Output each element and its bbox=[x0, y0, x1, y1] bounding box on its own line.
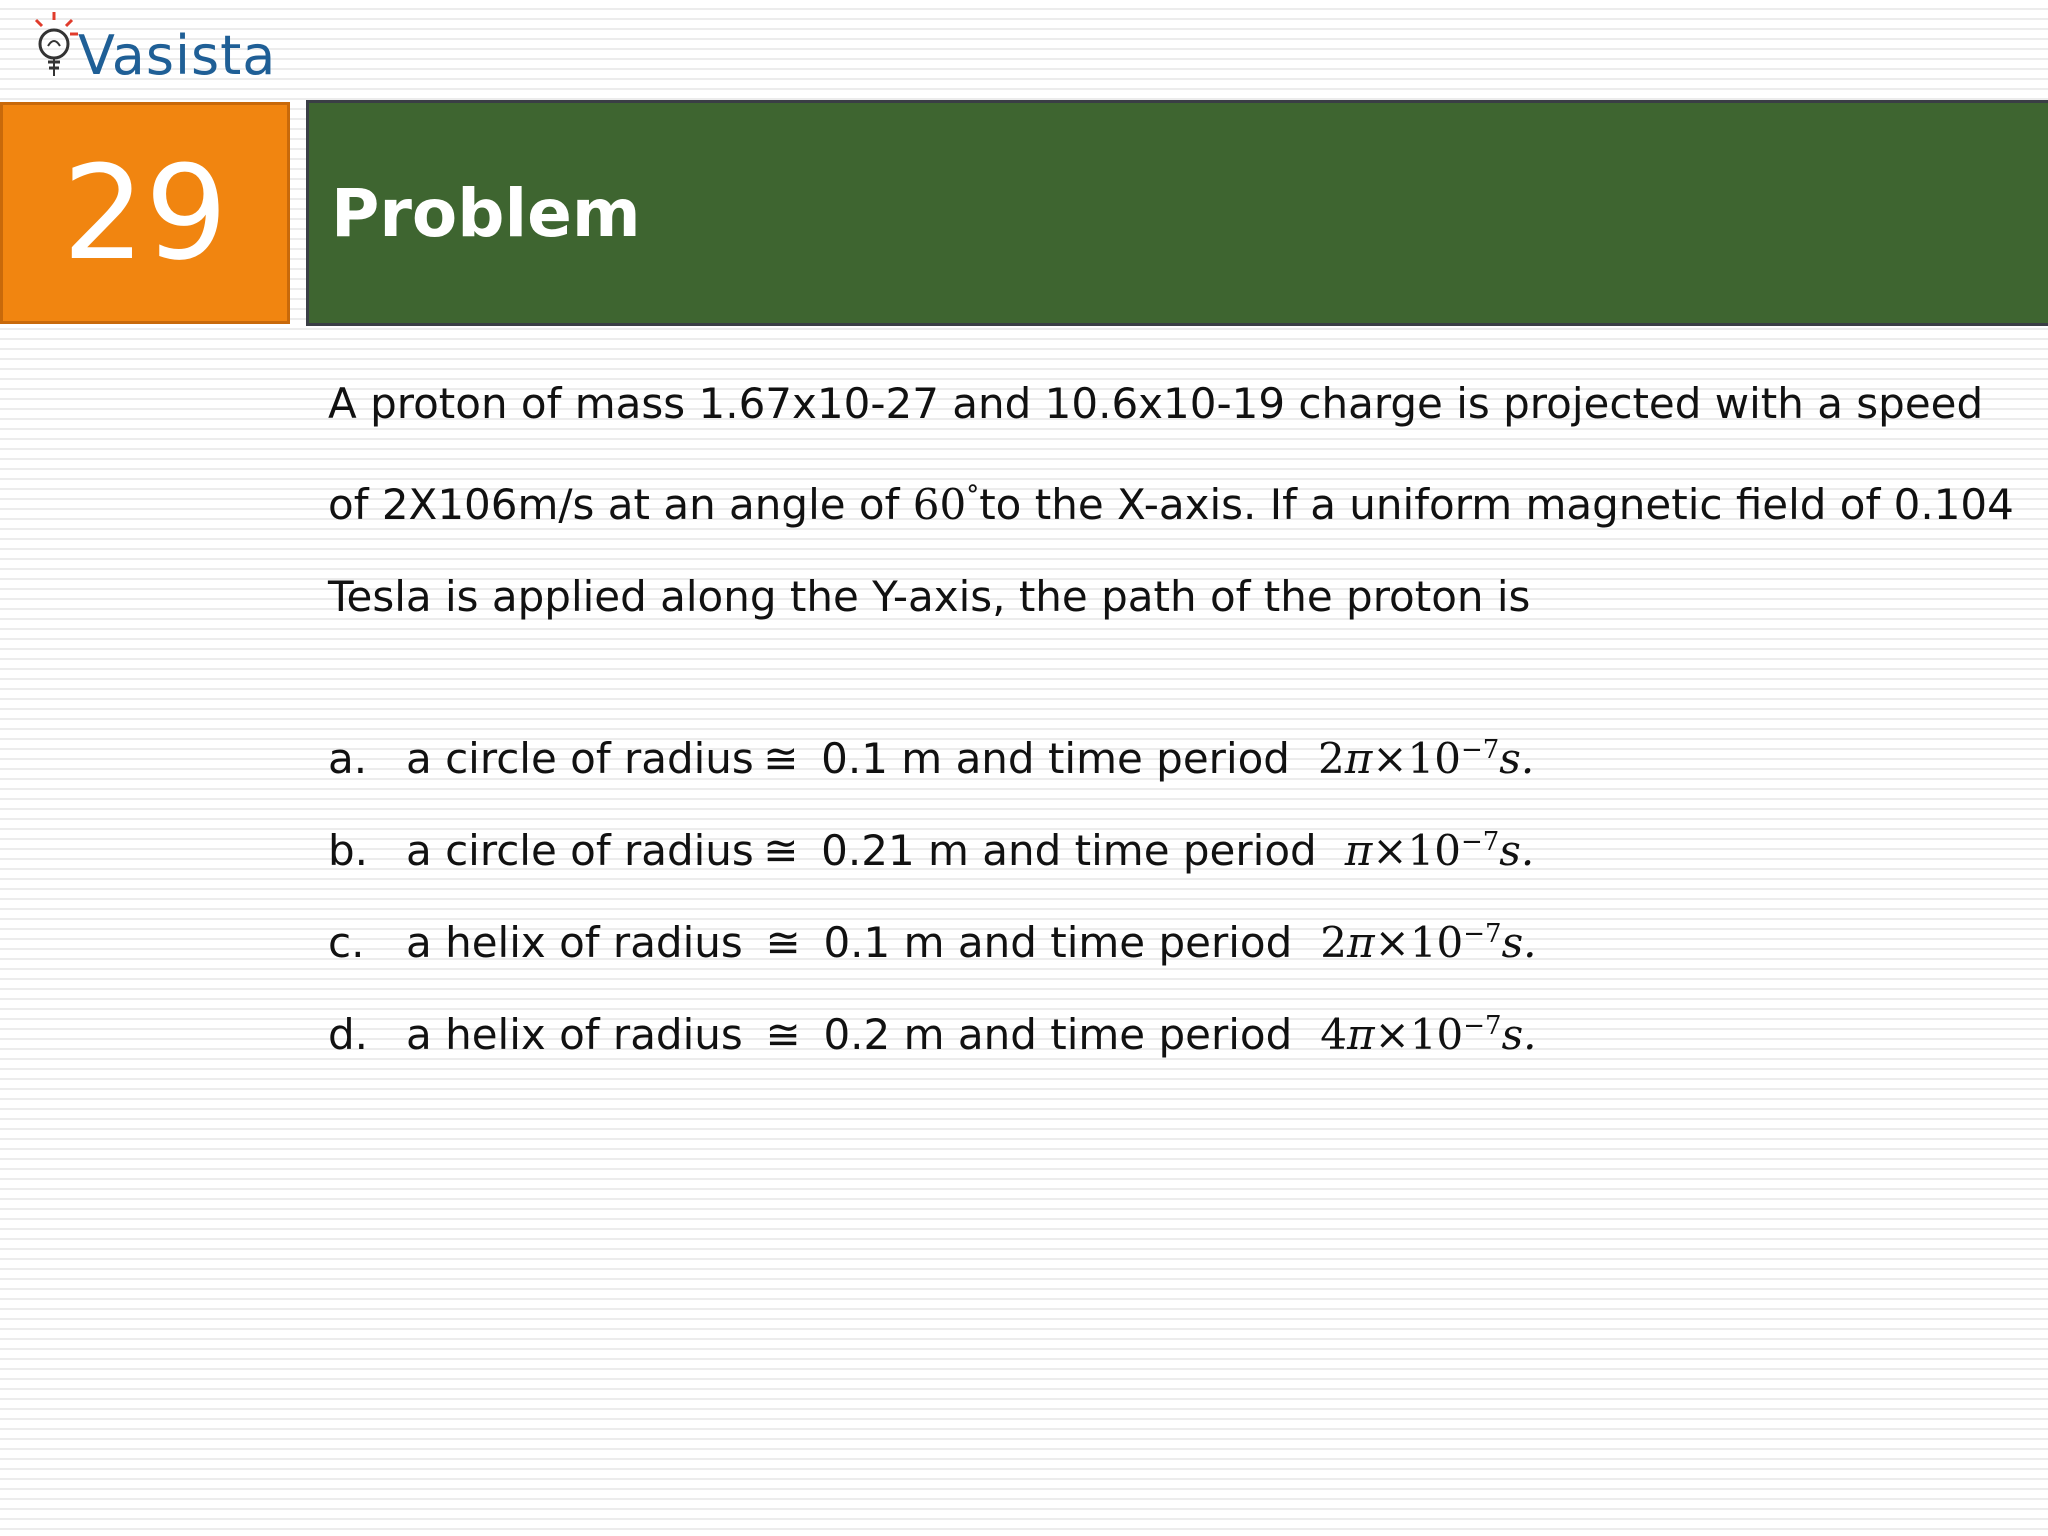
coef: 2 bbox=[1320, 917, 1348, 967]
congruent-symbol: ≅ bbox=[765, 1009, 801, 1059]
option-text: a circle of radius bbox=[406, 825, 754, 875]
times-ten: ×10 bbox=[1374, 917, 1464, 967]
period-expression bbox=[1320, 918, 1536, 967]
exponent: −7 bbox=[1460, 826, 1500, 857]
option-value: 0.1 m and time period bbox=[807, 733, 1290, 783]
option-value: 0.1 m and time period bbox=[810, 917, 1293, 967]
angle-expression bbox=[913, 480, 979, 529]
option-text: a helix of radius bbox=[406, 917, 757, 967]
congruent-symbol: ≅ bbox=[763, 733, 799, 783]
period-expression bbox=[1320, 1010, 1536, 1059]
slide-number: 29 bbox=[62, 137, 228, 289]
pi-symbol: π bbox=[1347, 917, 1375, 967]
option-value: 0.2 m and time period bbox=[810, 1009, 1293, 1059]
degree-symbol: ° bbox=[966, 481, 980, 511]
times-ten: ×10 bbox=[1372, 733, 1461, 783]
title-bar bbox=[306, 100, 2048, 326]
unit: s. bbox=[1499, 733, 1535, 783]
period-expression bbox=[1318, 734, 1534, 783]
option-letter: a. bbox=[328, 733, 368, 783]
option-letter: c. bbox=[328, 917, 365, 967]
times-ten: ×10 bbox=[1372, 825, 1461, 875]
logo-text: Vasista bbox=[78, 24, 277, 87]
option-b[interactable] bbox=[328, 804, 2028, 896]
pi-symbol: π bbox=[1344, 825, 1373, 875]
unit: s. bbox=[1501, 917, 1537, 967]
option-c[interactable] bbox=[328, 896, 2028, 988]
question-part2: to the X-axis. If a uniform magnetic field of 0.104 Tesla is applied along the Y-axis, the path of the proton is bbox=[328, 480, 2014, 621]
option-text: a helix of radius bbox=[406, 1009, 757, 1059]
exponent: −7 bbox=[1463, 1010, 1502, 1041]
unit: s. bbox=[1499, 825, 1535, 875]
option-letter: b. bbox=[328, 825, 369, 875]
times-ten: ×10 bbox=[1374, 1009, 1464, 1059]
option-letter: d. bbox=[328, 1009, 369, 1059]
slide-title: Problem bbox=[331, 174, 641, 252]
coef: 4 bbox=[1320, 1009, 1348, 1059]
vasista-logo bbox=[28, 4, 288, 96]
pi-symbol: π bbox=[1347, 1009, 1375, 1059]
congruent-symbol: ≅ bbox=[763, 825, 799, 875]
congruent-symbol: ≅ bbox=[765, 917, 801, 967]
coef: 2 bbox=[1317, 733, 1345, 783]
exponent: −7 bbox=[1460, 734, 1500, 765]
option-value: 0.21 m and time period bbox=[807, 825, 1317, 875]
option-d[interactable] bbox=[328, 988, 2028, 1080]
period-expression bbox=[1345, 826, 1534, 875]
exponent: −7 bbox=[1463, 918, 1502, 949]
unit: s. bbox=[1501, 1009, 1537, 1059]
question-text bbox=[328, 358, 2028, 643]
question-part1: A proton of mass 1.67x10-27 and 10.6x10-19 charge is projected with a speed of 2X106m/s at an angle of bbox=[328, 379, 1984, 529]
angle-value: 60 bbox=[912, 480, 967, 529]
option-text: a circle of radius bbox=[406, 733, 754, 783]
option-a[interactable] bbox=[328, 712, 2028, 804]
options-list bbox=[328, 712, 2028, 1080]
pi-symbol: π bbox=[1344, 733, 1373, 783]
slide-number-box bbox=[0, 102, 290, 324]
